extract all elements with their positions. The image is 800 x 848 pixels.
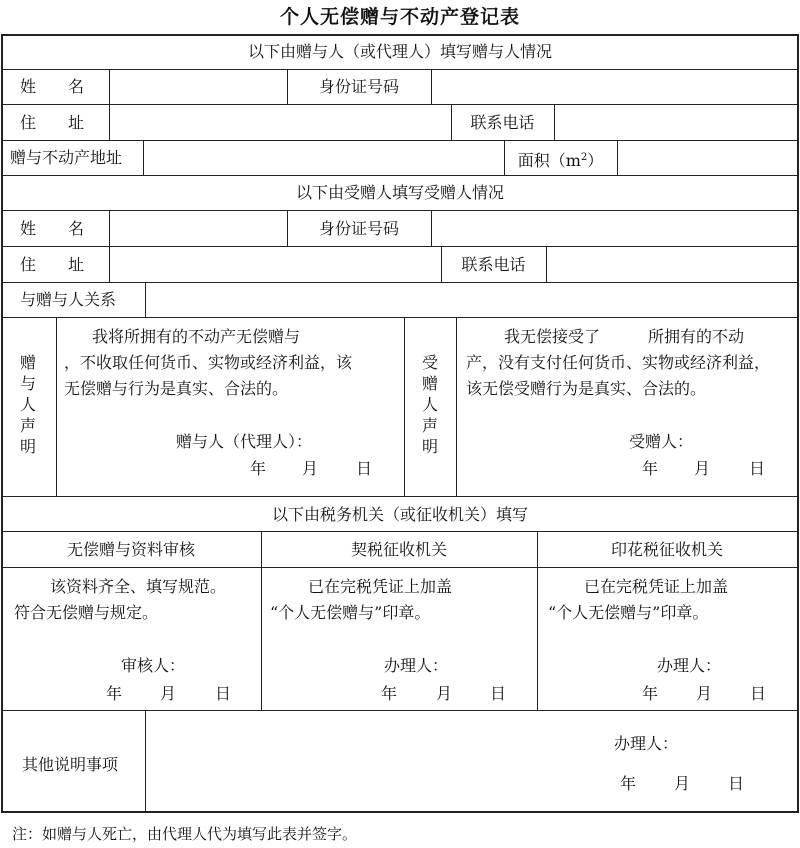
recipient-name-field[interactable] bbox=[111, 212, 285, 244]
donor-signer-label: 赠与人（代理人）： bbox=[176, 432, 313, 451]
donor-date-year: 年 bbox=[250, 459, 267, 478]
recipient-address-field[interactable] bbox=[111, 248, 439, 280]
review-date-month: 月 bbox=[160, 684, 177, 703]
recipient-id-label: 身份证号码 bbox=[318, 219, 399, 238]
donor-phone-field[interactable] bbox=[556, 106, 795, 138]
review-text: 该资料齐全、填写规范。 符合无偿赠与规定。 bbox=[14, 577, 227, 622]
deed-tax-text: 已在完税凭证上加盖 “个人无偿赠与”印章。 bbox=[270, 577, 453, 622]
review-date-year: 年 bbox=[106, 684, 123, 703]
review-column-header: 无偿赠与资料审核 bbox=[66, 540, 195, 559]
deed-tax-date-year: 年 bbox=[381, 684, 398, 703]
deed-tax-column-header: 契税征收机关 bbox=[350, 540, 447, 559]
other-handler-label: 办理人： bbox=[614, 734, 679, 753]
stamp-tax-date-day: 日 bbox=[750, 684, 767, 703]
deed-tax-date-month: 月 bbox=[436, 684, 453, 703]
donor-address-field[interactable] bbox=[111, 106, 449, 138]
stamp-tax-date-year: 年 bbox=[642, 684, 659, 703]
stamp-tax-column-header: 印花税征收机关 bbox=[610, 540, 723, 559]
donor-phone-label: 联系电话 bbox=[470, 113, 535, 132]
other-date-day: 日 bbox=[728, 774, 745, 793]
deed-tax-date-day: 日 bbox=[490, 684, 507, 703]
property-address-label: 赠与不动产地址 bbox=[10, 148, 123, 167]
donor-name-field[interactable] bbox=[111, 71, 285, 102]
donor-id-label: 身份证号码 bbox=[318, 77, 399, 96]
stamp-tax-date-month: 月 bbox=[696, 684, 713, 703]
reviewer-label: 审核人： bbox=[121, 656, 186, 675]
recipient-declaration-text: 我无偿接受了 所拥有的不动 产，没有支付任何货币、实物或经济利益， 该无偿受赠行为是真实、合法的。 bbox=[466, 327, 771, 398]
stamp-tax-text: 已在完税凭证上加盖 “个人无偿赠与”印章。 bbox=[548, 577, 729, 622]
donor-address-label: 住 址 bbox=[20, 113, 85, 132]
review-date-day: 日 bbox=[215, 684, 232, 703]
recipient-declaration-label: 受赠人声明 bbox=[421, 353, 438, 456]
property-address-field[interactable] bbox=[145, 142, 502, 173]
deed-tax-handler-label: 办理人： bbox=[384, 656, 449, 675]
recipient-name-label: 姓 名 bbox=[20, 219, 85, 238]
recipient-date-day: 日 bbox=[749, 459, 766, 478]
area-field[interactable] bbox=[619, 142, 795, 173]
donor-name-label: 姓 名 bbox=[20, 77, 85, 96]
footnote: 注：如赠与人死亡，由代理人代为填写此表并签字。 bbox=[12, 825, 358, 843]
donor-section-heading: 以下由赠与人（或代理人）填写赠与人情况 bbox=[247, 42, 552, 61]
stamp-tax-handler-label: 办理人： bbox=[657, 656, 722, 675]
form-title: 个人无偿赠与不动产登记表 bbox=[279, 6, 520, 28]
donor-declaration-label: 赠与人声明 bbox=[19, 353, 36, 456]
recipient-date-year: 年 bbox=[642, 459, 659, 478]
recipient-address-label: 住 址 bbox=[20, 255, 85, 274]
donor-date-day: 日 bbox=[356, 459, 373, 478]
relation-field[interactable] bbox=[147, 284, 795, 315]
donor-declaration-text: 我将所拥有的不动产无偿赠与 ，不收取任何货币、实物或经济利益，该 无偿赠与行为是真实、合法的。 bbox=[64, 327, 353, 398]
tax-section-heading: 以下由税务机关（或征收机关）填写 bbox=[271, 505, 528, 524]
relation-label: 与赠与人关系 bbox=[20, 290, 117, 309]
area-label: 面积$(m^2)$ bbox=[517, 151, 604, 170]
other-date-year: 年 bbox=[620, 774, 637, 793]
recipient-phone-label: 联系电话 bbox=[461, 255, 526, 274]
donor-id-field[interactable] bbox=[433, 71, 795, 102]
recipient-signer-label: 受赠人： bbox=[629, 432, 694, 451]
recipient-phone-field[interactable] bbox=[548, 248, 795, 280]
donor-date-month: 月 bbox=[302, 459, 319, 478]
recipient-section-heading: 以下由受赠人填写受赠人情况 bbox=[295, 183, 504, 202]
recipient-date-month: 月 bbox=[694, 459, 711, 478]
other-notes-label: 其他说明事项 bbox=[22, 755, 119, 774]
other-notes-field[interactable] bbox=[147, 712, 795, 809]
other-date-month: 月 bbox=[674, 774, 691, 793]
recipient-id-field[interactable] bbox=[433, 212, 795, 244]
